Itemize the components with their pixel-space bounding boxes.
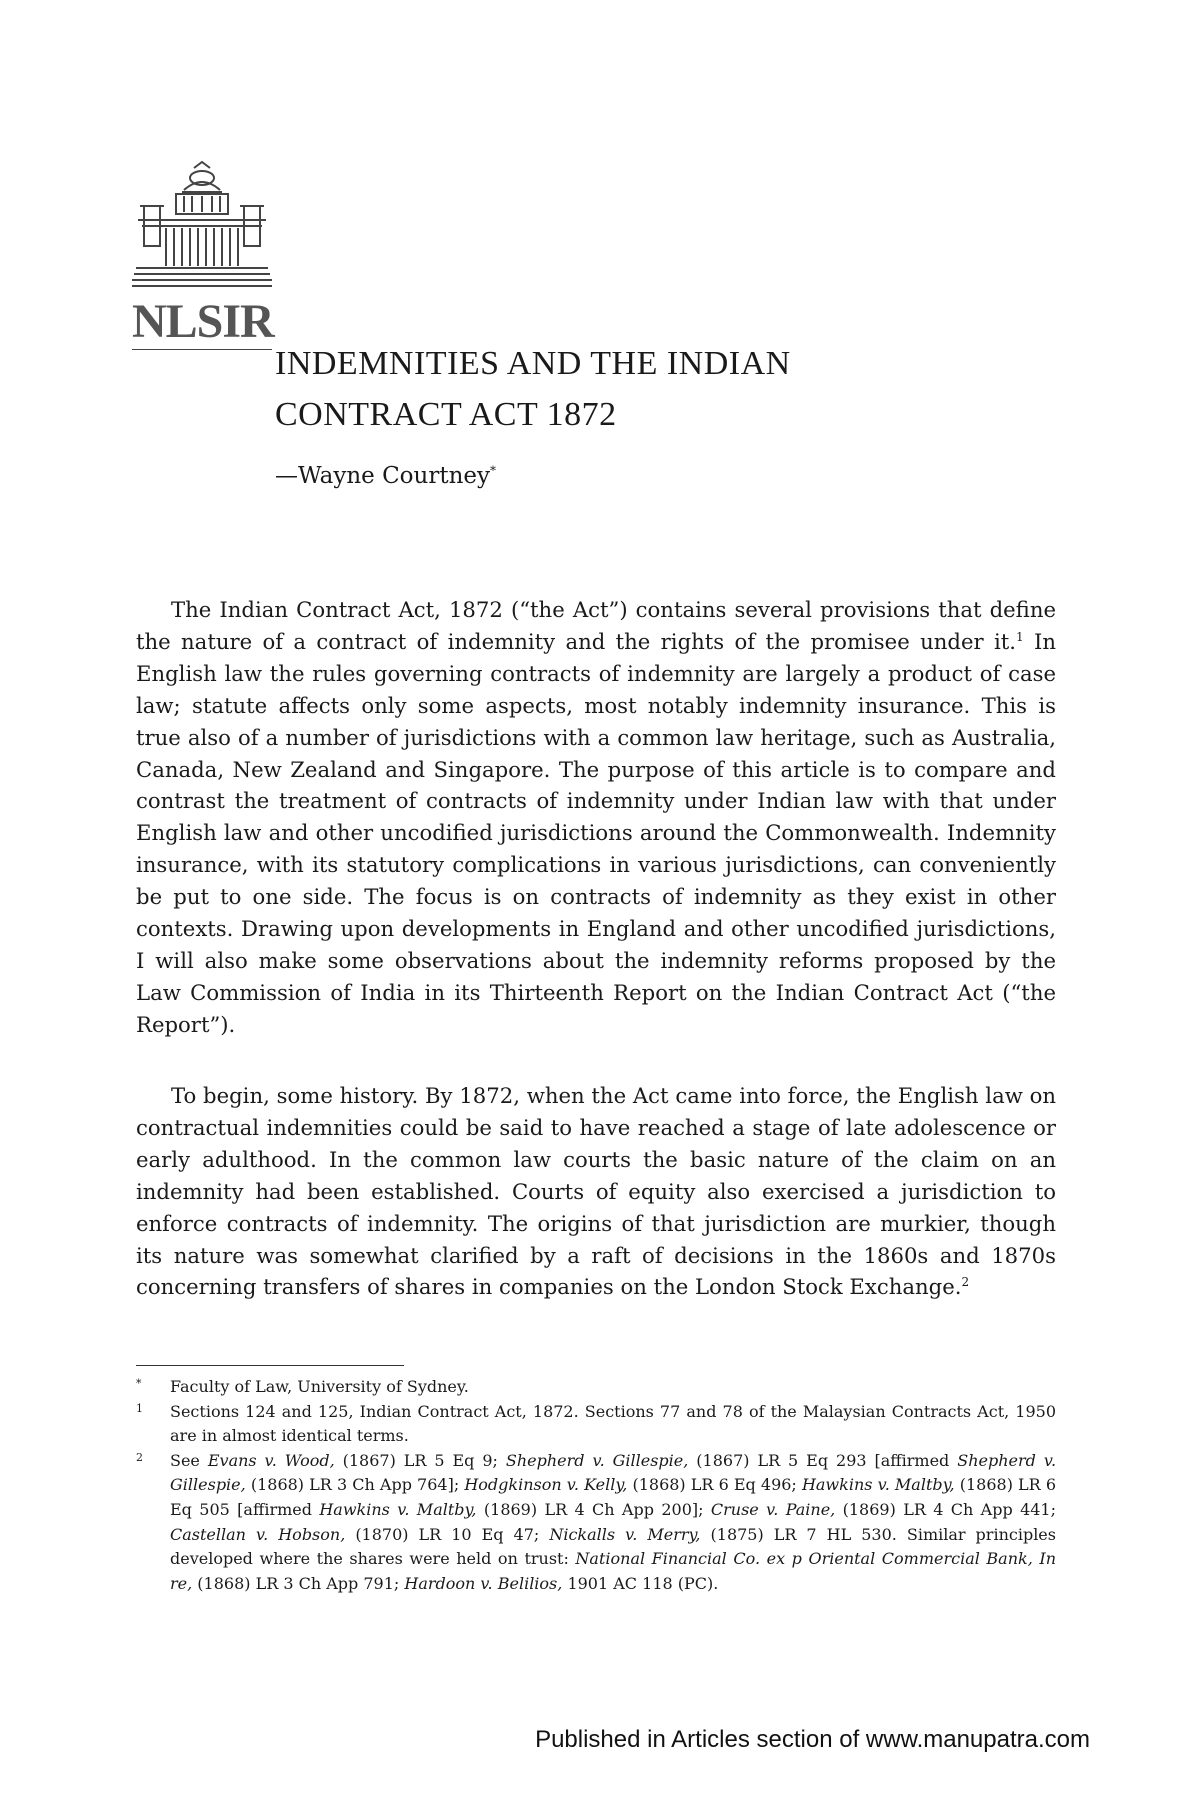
case-name: Hawkins v. Maltby,	[801, 1475, 955, 1495]
footnote-separator	[136, 1365, 404, 1366]
body-paragraph-2	[136, 1080, 1056, 1303]
fn2-text: (1875) LR 7 HL 530. Similar principles developed where the shares were held on trust:	[170, 1524, 1056, 1569]
title-line-2: CONTRACT ACT 1872	[275, 396, 617, 433]
fn2-text: (1867) LR 5 Eq 293 [affirmed	[688, 1450, 958, 1470]
nlsir-logo	[132, 160, 272, 350]
footnote-1	[136, 1400, 1056, 1449]
case-name: Cruse v. Paine,	[710, 1499, 836, 1519]
case-name: National Financial Co. ex p Oriental Commercial Bank, In re,	[170, 1549, 1056, 1593]
footnote-2	[136, 1449, 1056, 1597]
case-name: Evans v. Wood,	[207, 1450, 335, 1470]
building-emblem-icon	[132, 160, 272, 300]
footnotes	[136, 1375, 1056, 1596]
fn2-text: (1869) LR 4 Ch App 200];	[476, 1499, 711, 1519]
case-name: Shepherd v. Gillespie,	[505, 1450, 689, 1470]
footnote-mark: 1	[136, 1401, 143, 1415]
case-name: Nickalls v. Merry,	[549, 1524, 701, 1544]
logo-wordmark: NLSIR	[132, 295, 274, 348]
paragraph-1-text-b: In English law the rules governing contracts of indemnity are largely a product of case law; statute affects only some aspects, most notably indemnity insurance. This is true also of a number of jurisdictions with a common law heritage, such as Australia, Canada, New Zealand and Singapore. The purpose of this article is to compare and contrast the treatment of contracts of indemnity under Indian law with that under English law and other uncodified jurisdictions around the Commonwealth. Indemnity insurance, with its statutory complications in various jurisdictions, can conveniently be put to one side. The focus is on contracts of indemnity as they exist in other contexts. Drawing upon developments in England and other uncodified jurisdictions, I will also make some observations about the indemnity reforms proposed by the Law Commission of India in its Thirteenth Report on the Indian Contract Act (“the Report”).	[136, 628, 1056, 1037]
paragraph-1-text-a: The Indian Contract Act, 1872 (“the Act”) contains several provisions that define the nature of a contract of indemnity and the rights of the promisee under it.	[136, 597, 1056, 654]
case-name: Castellan v. Hobson,	[170, 1524, 346, 1544]
publisher-footer: Published in Articles section of www.manupatra.com	[535, 1726, 1090, 1753]
author-name: —Wayne Courtney	[275, 463, 490, 489]
footnote-mark: 2	[136, 1450, 143, 1464]
paragraph-2-text: To begin, some history. By 1872, when the Act came into force, the English law on contractual indemnities could be said to have reached a stage of late adolescence or early adulthood. In the common law courts the basic nature of the claim on an indemnity had been established. Courts of equity also exercised a jurisdiction to enforce contracts of indemnity. The origins of that jurisdiction are murkier, though its nature was somewhat clarified by a raft of decisions in the 1860s and 1870s concerning transfers of shares in companies on the London Stock Exchange.	[136, 1083, 1056, 1300]
fn2-text: (1868) LR 6 Eq 505 [affirmed	[170, 1475, 1057, 1519]
fn2-text: (1870) LR 10 Eq 47;	[345, 1524, 550, 1544]
fn2-text: (1868) LR 3 Ch App 791;	[192, 1573, 405, 1593]
fn2-text: See	[170, 1450, 208, 1470]
footnote-mark: *	[136, 1377, 142, 1390]
case-name: Shepherd v. Gillespie,	[170, 1450, 1057, 1495]
case-name: Hawkins v. Maltby,	[319, 1499, 477, 1519]
footnote-ref-2[interactable]: 2	[961, 1275, 970, 1290]
footnote-text: Faculty of Law, University of Sydney.	[170, 1377, 469, 1396]
title-line-1: INDEMNITIES AND THE INDIAN	[275, 345, 791, 382]
article-title	[275, 338, 1075, 440]
author-footnote-mark: *	[490, 463, 496, 478]
fn2-text: (1867) LR 5 Eq 9;	[334, 1450, 506, 1470]
footnote-star	[136, 1375, 1056, 1400]
case-name: Hodgkinson v. Kelly,	[464, 1475, 628, 1495]
footnote-ref-1[interactable]: 1	[1015, 629, 1024, 644]
author-byline	[275, 463, 496, 489]
fn2-text: (1868) LR 3 Ch App 764];	[245, 1475, 465, 1495]
body-paragraph-1	[136, 594, 1056, 1041]
case-name: Hardoon v. Belilios,	[404, 1573, 563, 1593]
fn2-text: (1869) LR 4 Ch App 441;	[835, 1499, 1057, 1519]
fn2-text: 1901 AC 118 (PC).	[562, 1573, 719, 1593]
fn2-text: (1868) LR 6 Eq 496;	[627, 1475, 802, 1495]
footnote-text: Sections 124 and 125, Indian Contract Act, 1872. Sections 77 and 78 of the Malaysian Contracts Act, 1950 are in almost identical terms.	[170, 1401, 1056, 1446]
logo-rule	[132, 349, 272, 350]
